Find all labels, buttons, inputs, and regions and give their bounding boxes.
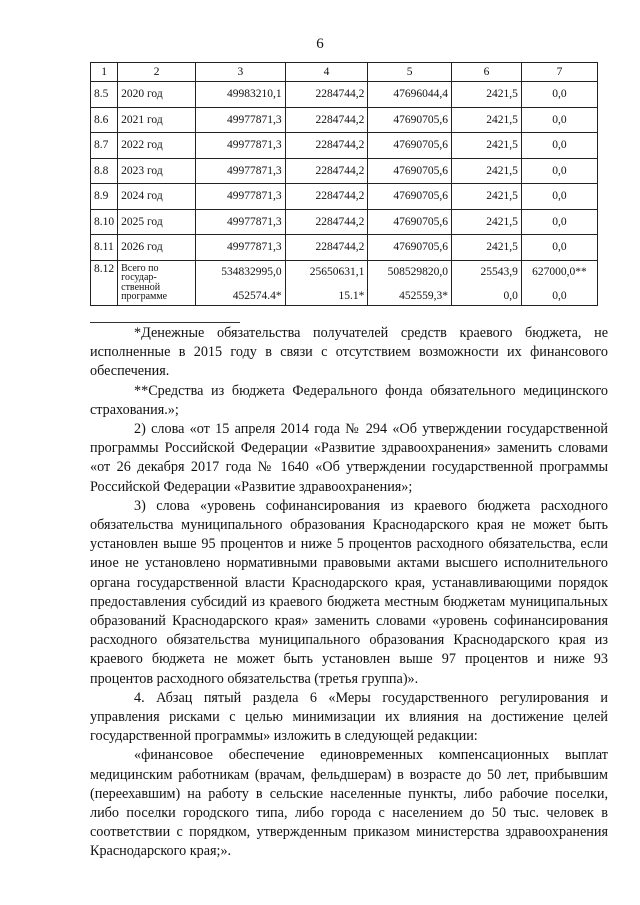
value-cell: 49977871,3 bbox=[196, 158, 286, 184]
table-total-row bbox=[91, 260, 598, 305]
value-cell: 49977871,3 bbox=[196, 107, 286, 133]
value-cell: 2421,5 bbox=[452, 158, 522, 184]
header-cell: 6 bbox=[452, 63, 522, 82]
value-cell: 2284744,2 bbox=[285, 107, 368, 133]
value-cell: 47690705,6 bbox=[368, 158, 452, 184]
value-cell: 47690705,6 bbox=[368, 235, 452, 261]
value-cell: 47690705,6 bbox=[368, 107, 452, 133]
value-cell: 2421,5 bbox=[452, 107, 522, 133]
row-number: 8.5 bbox=[91, 82, 118, 108]
paragraph: 2) слова «от 15 апреля 2014 года № 294 «Об утверждении государственной программы Российской Федерации «Развитие здравоохранения» заменить словами «от 26 декабря 2017 года № 1640 «Об утверждении государственной программы Российской Федерации «Развитие здравоохранения»; bbox=[90, 421, 608, 495]
row-number: 8.11 bbox=[91, 235, 118, 261]
year-label: 2026 год bbox=[118, 235, 196, 261]
header-cell: 2 bbox=[118, 63, 196, 82]
year-label: 2022 год bbox=[118, 133, 196, 159]
value-cell: 0,0 bbox=[521, 235, 597, 261]
footnote-separator bbox=[90, 322, 240, 323]
table-row bbox=[91, 82, 598, 108]
footnotes bbox=[90, 324, 608, 862]
value-cell: 47696044,4 bbox=[368, 82, 452, 108]
value-cell: 2421,5 bbox=[452, 184, 522, 210]
paragraph: «финансовое обеспечение единовременных компенсационных выплат медицинским работникам (врачам, фельдшерам) в возрасте до 50 лет, прибывшим (переехавшим) на работу в сельские населенные пункты, либо рабочие поселки, либо поселки городского типа, либо города с населением до 50 тыс. человек в соответствии с порядком, утвержденным приказом министерства здравоохранения Краснодарского края;». bbox=[90, 747, 608, 860]
total-value: 0,0 bbox=[503, 289, 518, 302]
value-cell: 2284744,2 bbox=[285, 158, 368, 184]
value-cell: 2284744,2 bbox=[285, 133, 368, 159]
row-number: 8.6 bbox=[91, 107, 118, 133]
total-label-line: Всего по bbox=[121, 262, 159, 274]
total-value: 534832995,0 bbox=[221, 265, 282, 278]
year-label: 2025 год bbox=[118, 209, 196, 235]
value-cell: 47690705,6 bbox=[368, 209, 452, 235]
year-label: 2020 год bbox=[118, 82, 196, 108]
value-cell: 49983210,1 bbox=[196, 82, 286, 108]
table-row bbox=[91, 158, 598, 184]
value-cell: 0,0 bbox=[521, 158, 597, 184]
row-number: 8.8 bbox=[91, 158, 118, 184]
total-label-line: ственной bbox=[121, 281, 161, 293]
table-row bbox=[91, 235, 598, 261]
total-value: 452574.4* bbox=[232, 289, 282, 302]
total-value: 452559,3* bbox=[399, 289, 449, 302]
table-row bbox=[91, 184, 598, 210]
value-cell: 49977871,3 bbox=[196, 209, 286, 235]
value-cell: 2284744,2 bbox=[285, 235, 368, 261]
value-cell: 2284744,2 bbox=[285, 82, 368, 108]
year-label: 2021 год bbox=[118, 107, 196, 133]
value-cell: 2421,5 bbox=[452, 82, 522, 108]
value-cell: 47690705,6 bbox=[368, 133, 452, 159]
value-cell: 2421,5 bbox=[452, 133, 522, 159]
header-cell: 3 bbox=[196, 63, 286, 82]
header-cell: 7 bbox=[521, 63, 597, 82]
value-cell: 47690705,6 bbox=[368, 184, 452, 210]
total-value: 627000,0** bbox=[532, 265, 587, 278]
value-cell: 2421,5 bbox=[452, 209, 522, 235]
value-cell: 2284744,2 bbox=[285, 184, 368, 210]
paragraph: 3) слова «уровень софинансирования из краевого бюджета расходного обязательства муниципального образования Краснодарского края не может быть установлен выше 95 процентов и ниже 5 процентов расходного обязательства, если иное не установлено нормативными правовыми актами высшего исполнительного органа государственной власти Краснодарского края, устанавливающими порядок предоставления субсидий из краевого бюджета местным бюджетам муниципальных образований Краснодарского края» заменить словами «уровень софинансирования расходного обязательства муниципального образования Краснодарского края из краевого бюджета не может быть установлен выше 97 процентов и ниже 93 процентов расходного обязательства (третья группа)». bbox=[90, 497, 608, 687]
value-cell: 0,0 bbox=[521, 82, 597, 108]
total-value: 25543,9 bbox=[480, 265, 518, 278]
value-cell: 49977871,3 bbox=[196, 235, 286, 261]
row-number: 8.7 bbox=[91, 133, 118, 159]
table-row bbox=[91, 209, 598, 235]
year-label: 2024 год bbox=[118, 184, 196, 210]
value-cell: 49977871,3 bbox=[196, 133, 286, 159]
table-row bbox=[91, 107, 598, 133]
header-cell: 5 bbox=[368, 63, 452, 82]
value-cell: 2284744,2 bbox=[285, 209, 368, 235]
row-number: 8.9 bbox=[91, 184, 118, 210]
page-number: 6 bbox=[316, 36, 324, 52]
total-label bbox=[118, 260, 196, 305]
value-cell: 2421,5 bbox=[452, 235, 522, 261]
header-cell: 4 bbox=[285, 63, 368, 82]
value-cell: 0,0 bbox=[521, 209, 597, 235]
footnote: *Денежные обязательства получателей средств краевого бюджета, не исполненные в 2015 году в связи с отсутствием возможности их финансового обеспечения. bbox=[90, 325, 608, 380]
paragraph: 4. Абзац пятый раздела 6 «Меры государственного регулирования и управления рисками с целью минимизации их влияния на достижение целей государственной программы» изложить в следующей редакции: bbox=[90, 689, 608, 745]
table-row bbox=[91, 133, 598, 159]
total-value: 508529820,0 bbox=[387, 265, 449, 278]
value-cell: 0,0 bbox=[521, 184, 597, 210]
value-cell: 0,0 bbox=[521, 133, 597, 159]
total-label-line: программе bbox=[121, 291, 168, 302]
budget-table bbox=[90, 62, 598, 306]
value-cell: 49977871,3 bbox=[196, 184, 286, 210]
total-value: 25650631,1 bbox=[309, 265, 365, 278]
year-label: 2023 год bbox=[118, 158, 196, 184]
table-header-row bbox=[91, 63, 598, 82]
header-cell: 1 bbox=[91, 63, 118, 82]
footnote: **Средства из бюджета Федерального фонда обязательного медицинского страхования.»; bbox=[90, 382, 608, 418]
total-value: 15.1* bbox=[338, 289, 365, 302]
row-number: 8.10 bbox=[91, 209, 118, 235]
total-value: 0,0 bbox=[552, 289, 567, 302]
value-cell: 0,0 bbox=[521, 107, 597, 133]
total-label-line: государ- bbox=[121, 272, 157, 283]
row-number: 8.12 bbox=[91, 260, 118, 305]
